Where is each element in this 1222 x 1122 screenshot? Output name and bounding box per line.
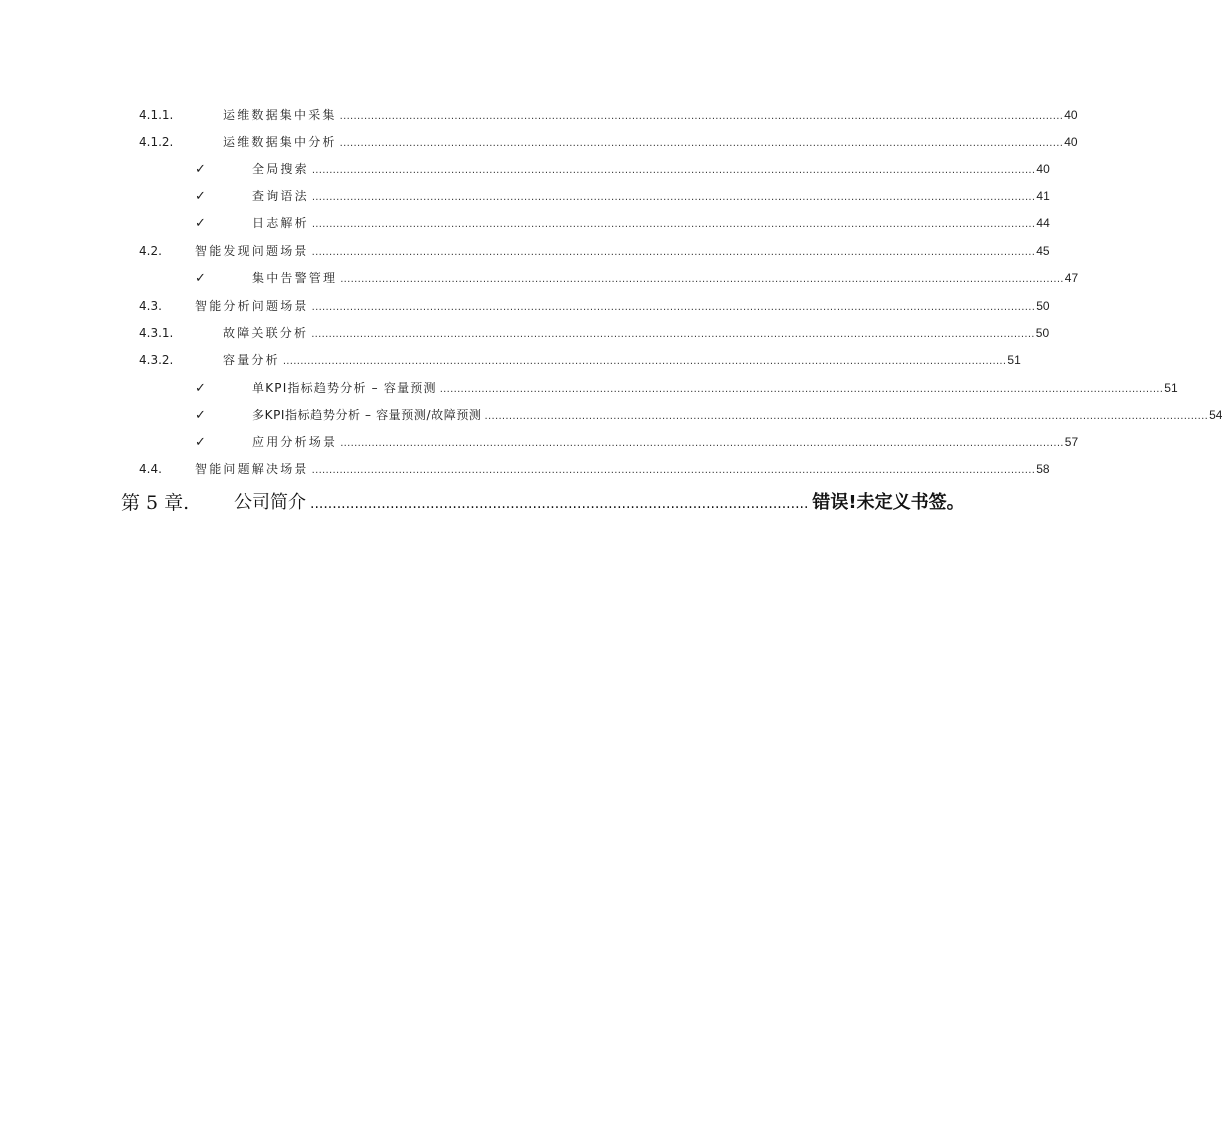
entry-title: 多KPI指标趋势分析 – 容量预测/故障预测 — [252, 408, 482, 422]
chapter-number: 第 5 章. — [121, 492, 190, 514]
entry-number: 4.1.2. — [139, 135, 174, 149]
toc-entry-global-search[interactable] — [0, 156, 1050, 183]
checkmark-icon: ✓ — [195, 271, 206, 286]
chapter-page-error: 错误!未定义书签。 — [812, 492, 965, 513]
dot-leader: ................................................................................................................................................................................................................ — [340, 274, 1064, 285]
entry-title: 运维数据集中分析 — [223, 135, 337, 149]
checkmark-icon: ✓ — [195, 216, 206, 231]
dot-leader: ................................................................................................................................................................................................................ — [311, 465, 1036, 476]
entry-number: 4.4. — [139, 462, 162, 476]
entry-number: 4.2. — [139, 244, 162, 258]
dot-leader: ................................................................................................................ — [310, 496, 809, 512]
toc-entry-multi-kpi[interactable] — [0, 402, 1222, 429]
toc-entry-4-1-1[interactable] — [0, 102, 1078, 129]
entry-page-number: 47 — [1064, 271, 1079, 285]
toc-entry-alarm-management[interactable] — [0, 265, 1079, 292]
entry-number: 4.3.1. — [139, 326, 174, 340]
entry-title: 集中告警管理 — [252, 271, 338, 285]
toc-entry-app-analysis[interactable] — [0, 429, 1079, 456]
entry-title: 应用分析场景 — [252, 435, 338, 449]
entry-page-number: 45 — [1036, 244, 1050, 258]
entry-title: 全局搜索 — [252, 162, 309, 176]
entry-title: 单KPI指标趋势分析 – 容量预测 — [252, 381, 437, 395]
toc-entry-query-syntax[interactable] — [0, 183, 1050, 210]
dot-leader: ................................................................................................................................................................................................................ — [311, 219, 1036, 230]
entry-page-number: 40 — [1064, 135, 1078, 149]
dot-leader: ................................................................................................................................................................................................................ — [311, 247, 1036, 258]
toc-entry-4-4[interactable] — [0, 456, 1050, 483]
entry-title: 智能发现问题场景 — [195, 244, 309, 258]
entry-page-number: 50 — [1036, 299, 1050, 313]
toc-entry-4-1-2[interactable] — [0, 129, 1078, 156]
entry-title: 智能问题解决场景 — [195, 462, 309, 476]
entry-page-number: 51 — [1007, 353, 1021, 367]
toc-entry-4-3-2[interactable] — [0, 347, 1021, 374]
entry-page-number: 51 — [1164, 381, 1178, 395]
toc-entry-4-2[interactable] — [0, 238, 1050, 265]
entry-title: 容量分析 — [223, 353, 280, 367]
entry-number: 4.3. — [139, 299, 162, 313]
dot-leader: ................................................................................................................................................................................................................ — [484, 411, 1209, 422]
entry-title: 智能分析问题场景 — [195, 299, 309, 313]
entry-page-number: 40 — [1036, 162, 1050, 176]
checkmark-icon: ✓ — [195, 435, 206, 450]
dot-leader: ................................................................................................................................................................................................................ — [339, 111, 1064, 122]
dot-leader: ................................................................................................................................................................................................................ — [311, 302, 1036, 313]
dot-leader: ................................................................................................................................................................................................................ — [282, 356, 1007, 367]
toc-entry-4-3-1[interactable] — [0, 320, 1050, 347]
entry-number: 4.1.1. — [139, 108, 174, 122]
dot-leader: ................................................................................................................................................................................................................ — [311, 329, 1035, 340]
entry-page-number: 41 — [1036, 189, 1050, 203]
entry-title: 故障关联分析 — [223, 326, 309, 340]
entry-page-number: 44 — [1036, 216, 1050, 230]
toc-entry-single-kpi[interactable] — [0, 375, 1178, 402]
dot-leader: ................................................................................................................................................................................................................ — [311, 192, 1036, 203]
entry-title: 运维数据集中采集 — [223, 108, 337, 122]
entry-title: 日志解析 — [252, 216, 309, 230]
chapter-title: 公司简介 — [234, 492, 306, 513]
dot-leader: ................................................................................................................................................................................................................ — [339, 138, 1064, 149]
entry-page-number: 50 — [1035, 326, 1050, 340]
dot-leader: ................................................................................................................................................................................................................ — [340, 438, 1064, 449]
entry-number: 4.3.2. — [139, 353, 174, 367]
checkmark-icon: ✓ — [195, 189, 206, 204]
toc-chapter-5[interactable] — [0, 488, 965, 518]
checkmark-icon: ✓ — [195, 408, 206, 423]
dot-leader: ................................................................................................................................................................................................................ — [439, 384, 1164, 395]
checkmark-icon: ✓ — [195, 381, 206, 396]
entry-title: 查询语法 — [252, 189, 309, 203]
checkmark-icon: ✓ — [195, 162, 206, 177]
dot-leader: ................................................................................................................................................................................................................ — [311, 165, 1036, 176]
entry-page-number: 40 — [1064, 108, 1078, 122]
toc-entry-4-3[interactable] — [0, 293, 1050, 320]
toc-entry-log-parsing[interactable] — [0, 210, 1050, 237]
entry-page-number: 58 — [1036, 462, 1050, 476]
entry-page-number: 54 — [1209, 408, 1222, 422]
entry-page-number: 57 — [1064, 435, 1079, 449]
